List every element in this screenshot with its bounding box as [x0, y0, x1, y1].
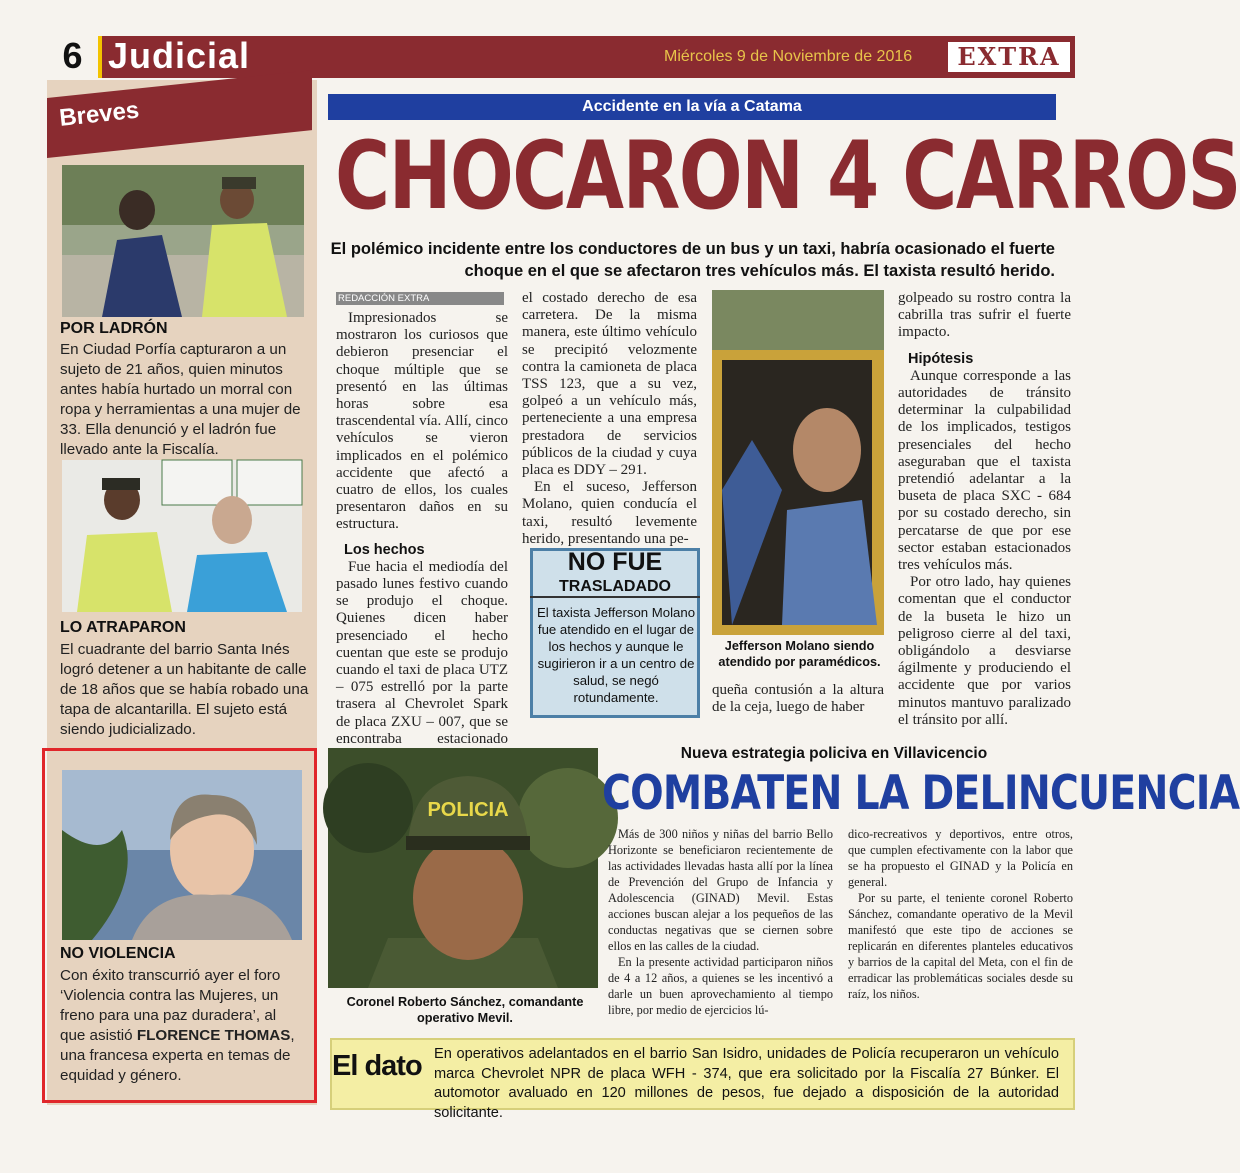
- brief-title-no-violencia: NO VIOLENCIA: [60, 945, 176, 962]
- story2-kicker: Nueva estrategia policiva en Villavicencio: [680, 745, 988, 762]
- story-paragraph: Fue hacia el mediodía del pasado lunes festivo cuando se produjo el choque. Quienes dicen haber presenciado el hecho cuentan que este se produjo cuando el taxi de placa UTZ – 075 estrelló por la parte trasera al Chevrolet Spark de placa ZXU – 007, que se encontraba estacionado: [336, 558, 508, 747]
- brief-text-por-ladron: En Ciudad Porfía capturaron a un sujeto de 21 años, quien minutos antes había hurtado un morral con ropa y herramientas a una mujer de 33. Ella denunció y el ladrón fue llevado ante la Fiscalía.: [60, 341, 301, 458]
- header-divider: [98, 36, 102, 78]
- brief-title-lo-atraparon: LO ATRAPARON: [60, 619, 186, 636]
- sidebar-box-subtitle: TRASLADADO: [530, 578, 700, 598]
- brief-photo-arrest: [62, 165, 304, 317]
- story-column-2: [522, 290, 697, 548]
- el-dato-text: En operativos adelantados en el barrio San Isidro, unidades de Policía recuperaron un vehículo marca Chevrolet NPR de placa WFH - 374, que era solicitado por la Fiscalía 27 Búnker. El automotor avaluado en 120 millones de pesos, fue dejado a disposición de la autoridad solicitante.: [434, 1046, 1059, 1121]
- story-byline: REDACCIÓN EXTRA: [336, 292, 504, 305]
- brief-text-no-violencia-start: Con éxito transcurrió ayer el foro ‘Violencia contra las Mujeres, un freno para una paz duradera’, al que asistió: [60, 967, 281, 1044]
- sidebar-box-title: NO FUE: [567, 548, 663, 576]
- story-kicker: Accidente en la vía a Catama: [328, 94, 1056, 120]
- story2-column-2: [848, 826, 1073, 1002]
- brief-photo-capture: [62, 460, 302, 612]
- brief-name-florence-thomas: FLORENCE THOMAS: [136, 1027, 291, 1044]
- subhead-los-hechos: Los hechos: [344, 541, 425, 558]
- selection-highlight: [42, 748, 317, 1103]
- photo-taxi-driver: [712, 290, 884, 635]
- story-column-1: [336, 310, 508, 765]
- sidebar-box-text: El taxista Jefferson Molano fue atendido en el lugar de los hechos y aunque le sugirieron ir a un centro de salud, se negó rotundamente.: [536, 605, 696, 705]
- story-paragraph: golpeado su rostro contra la cabrilla tras sufrir el fuerte impacto.: [898, 290, 1071, 341]
- photo-caption-taxi-driver: Jefferson Molano siendo atendido por paramédicos.: [718, 639, 881, 669]
- story-column-3: [712, 682, 884, 716]
- page-number: 6: [45, 34, 100, 78]
- story2-paragraph: Por su parte, el teniente coronel Roberto Sánchez, comandante operativo de la Mevil manifestó que este tipo de acciones se replicarán en diferentes planteles educativos y barrios de la capital del Meta, con el fin de erradicar las problemáticas sociales desde su raíz, los niños.: [848, 891, 1073, 1001]
- story-paragraph: el costado derecho de esa carretera. De la misma manera, este último vehículo se precipitó velozmente contra la camioneta de placa TSS 123, que a su vez, golpeó a un vehículo más, perteneciente a una empresa prestadora de servicios públicos de la ciudad y cuya placa es DDY – 291.: [522, 290, 697, 479]
- story-paragraph: Impresionados se mostraron los curiosos que debieron presenciar el choque múltiple que se presentó en las últimas horas sobre esa trascendental vía. Allí, cinco vehículos se vieron implicados en el polémico accidente que afectó a cuatro de ellos, los cuales presentaron daños en su estructura.: [336, 310, 508, 533]
- el-dato-label: El dato: [332, 1050, 422, 1082]
- story-headline: CHOCARON 4 CARROS: [335, 122, 1240, 231]
- story-paragraph: En el suceso, Jefferson Molano, quien conducía el taxi, resultó levemente herido, presentando una pe-: [522, 479, 697, 547]
- photo-caption-coronel: Coronel Roberto Sánchez, comandante operativo Mevil.: [346, 995, 584, 1025]
- issue-date: Miércoles 9 de Noviembre de 2016: [664, 48, 913, 65]
- brief-title-por-ladron: POR LADRÓN: [60, 320, 168, 337]
- story2-paragraph: Más de 300 niños y niñas del barrio Bello Horizonte se beneficiaron recientemente de las actividades llevadas hasta allí por la línea de Prevención del Grupo de Infancia y Adolescencia (GINAD) Mevil. Estas acciones buscan alejar a los pequeños de las conductas negativas que se ciernen sobre ellos en las calles de la ciudad.: [608, 827, 833, 953]
- story-deck: El polémico incidente entre los conductores de un bus y un taxi, habría ocasionado el fuerte choque en el que se afectaron tres vehículos más. El taxista resultó herido.: [330, 240, 1055, 280]
- story-column-4: [898, 290, 1071, 729]
- story2-paragraph: dico-recreativos y deportivos, entre otros, que cumplen efectivamente con la labor que se ha propuesto el GINAD y la Policía en general.: [848, 827, 1073, 889]
- story2-headline: COMBATEN LA DELINCUENCIA: [602, 766, 1240, 821]
- story-paragraph: queña contusión a la altura de la ceja, luego de haber: [712, 682, 884, 716]
- story-paragraph: Por otro lado, hay quienes comentan que el conductor de la buseta le hizo un peligroso cierre al del taxi, obligándolo a desviarse ágilmente y produciendo el accidente que por varios minutos mantuvo paralizado el tránsito por allí.: [898, 574, 1071, 728]
- section-title: Judicial: [108, 35, 251, 76]
- subhead-hipotesis: Hipótesis: [908, 350, 974, 367]
- story-paragraph: Aunque corresponde a las autoridades de tránsito determinar la culpabilidad de los implicados, testigos presenciales del hecho aseguraban que el taxista pretendió adelantar a la buseta de placa SXC - 684 por su costado derecho, sin percatarse de que por ese sector estaban estacionados tres vehículos más.: [898, 367, 1071, 574]
- cap-badge-text: POLICIA: [427, 799, 509, 821]
- brief-text-lo-atraparon: El cuadrante del barrio Santa Inés logró detener a un habitante de calle de 18 años que se había robado una tapa de alcantarilla. El sujeto está siendo judicializado.: [60, 641, 309, 738]
- photo-coronel: [328, 748, 598, 988]
- brief-text-no-violencia-end: , una francesa experta en temas de equidad y género.: [60, 1027, 295, 1084]
- story2-column-1: [608, 826, 833, 1018]
- breves-label: Breves: [58, 96, 141, 132]
- story2-paragraph: En la presente actividad participaron niños de 4 a 12 años, a quienes se les incentivó a darle un buen aprovechamiento al tiempo libre, por medio de ejercicios lú-: [608, 955, 833, 1017]
- newspaper-logo: EXTRA: [948, 42, 1070, 72]
